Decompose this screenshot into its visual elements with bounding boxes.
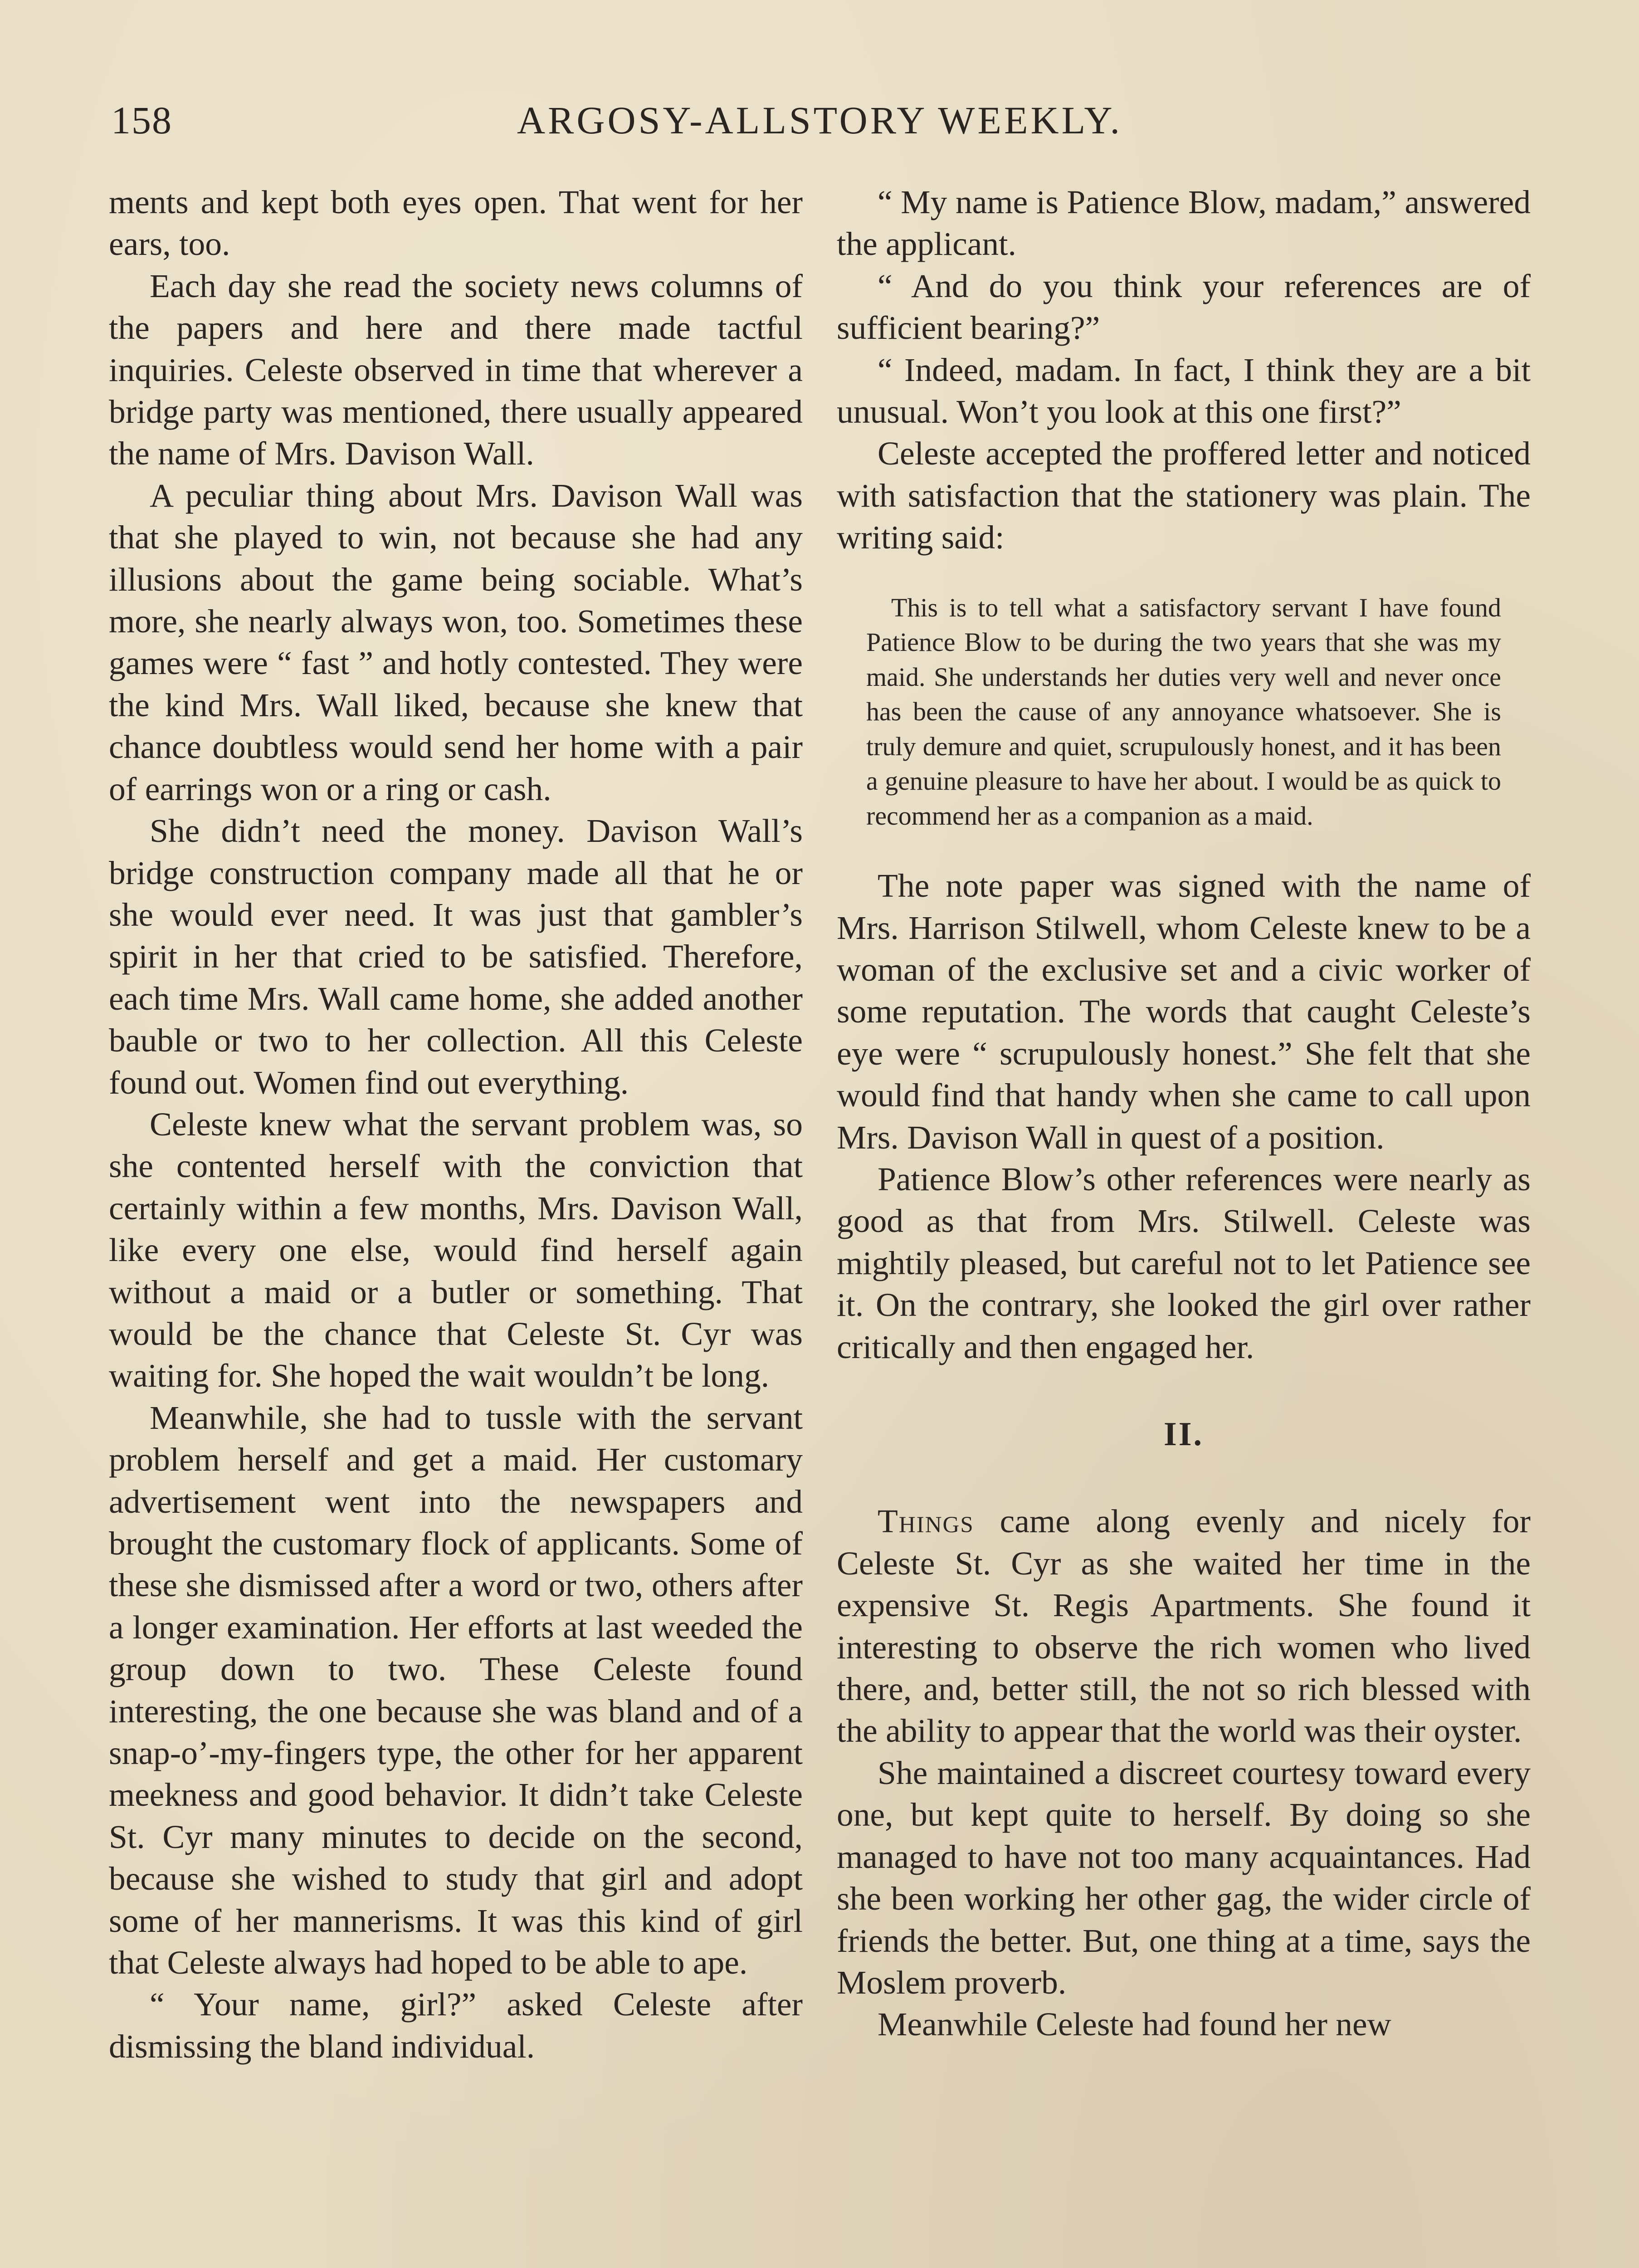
paragraph: Celeste accepted the proffered letter and noticed with satisfaction that the stationery was plain. The writing said: <box>837 435 1531 556</box>
page-header <box>111 98 1528 152</box>
left-column <box>109 181 803 2068</box>
reference-letter <box>866 591 1501 834</box>
running-head: ARGOSY-ALLSTORY WEEKLY. <box>517 98 1123 142</box>
paragraph: “ My name is Patience Blow, madam,” answered the applicant. <box>837 184 1531 263</box>
paragraph: Each day she read the society news columns of the papers and here and there made tactful inquiries. Celeste observed in time that wherever a bridge party was mentioned, there usually appeared the name of Mrs. Davison Wall. <box>109 267 803 472</box>
paragraph: ments and kept both eyes open. That went for her ears, too. <box>109 184 803 263</box>
paragraph: She maintained a discreet courtesy toward every one, but kept quite to herself. By doing so she managed to have not too many acquaintances. Had she been working her other gag, the wider circle of friends the better. But, one thing at a time, says the Moslem proverb. <box>837 1754 1531 2001</box>
paragraph: The note paper was signed with the name of Mrs. Harrison Stilwell, whom Celeste knew to be a woman of the exclusive set and a civic worker of some reputation. The words that caught Celeste’s eye were “ scrupulously honest.” She felt that she would find that handy when she came to call upon Mrs. Davison Wall in quest of a position. <box>837 867 1531 1156</box>
section-heading: II. <box>1163 1416 1204 1453</box>
paragraph-text: came along evenly and nicely for Celeste St. Cyr as she waited her time in the expensive St. Regis Apartments. She found it interesting to observe the rich women who lived there, and, better still, the not so rich blessed with the ability to appear that the world was their oyster. <box>837 1503 1531 1750</box>
letter-text: This is to tell what a satisfactory servant I have found Patience Blow to be during the two years that she was my maid. She understands her duties very well and never once has been the cause of any annoyance whatsoever. She is truly demure and quiet, scrupulously honest, and it has been a genuine pleasure to have her about. I would be as quick to recommend her as a companion as a maid. <box>866 592 1501 831</box>
section-first-word: Things <box>878 1503 974 1540</box>
paragraph: “ Indeed, madam. In fact, I think they are a bit unusual. Won’t you look at this one first?” <box>837 351 1531 430</box>
paragraph: Patience Blow’s other references were nearly as good as that from Mrs. Stilwell. Celeste was mightily pleased, but careful not to let Patience see it. On the contrary, she looked the girl over rather critically and then engaged her. <box>837 1161 1531 1365</box>
page-number: 158 <box>111 98 172 142</box>
paragraph <box>837 1501 1531 1752</box>
paragraph: Meanwhile Celeste had found her new <box>878 2006 1391 2043</box>
paragraph: A peculiar thing about Mrs. Davison Wall was that she played to win, not because she had any illusions about the game being sociable. What’s more, she nearly always won, too. Sometimes these games were “ fast ” and hotly contested. They were the kind Mrs. Wall liked, because she knew that chance doubtless would send her home with a pair of earrings won or a ring or cash. <box>109 477 803 807</box>
paragraph: “ Your name, girl?” asked Celeste after dismissing the bland individual. <box>109 1986 803 2065</box>
paragraph: Meanwhile, she had to tussle with the servant problem herself and get a maid. Her customary advertisement went into the newspapers and brought the customary flock of applicants. Some of these she dismissed after a word or two, others after a longer examination. Her efforts at last weeded the group down to two. These Celeste found interesting, the one because she was bland and of a snap-o’-my-fingers type, the other for her apparent meekness and good behavior. It didn’t take Celeste St. Cyr many minutes to decide on the second, because she wished to study that girl and adopt some of her mannerisms. It was this kind of girl that Celeste always had hoped to be able to ape. <box>109 1399 803 1981</box>
paragraph: Celeste knew what the servant problem was, so she contented herself with the conviction that certainly within a few months, Mrs. Davison Wall, like every one else, would find herself again without a maid or a butler or something. That would be the chance that Celeste St. Cyr was waiting for. She hoped the wait wouldn’t be long. <box>109 1105 803 1394</box>
right-column <box>837 181 1531 2046</box>
paragraph: She didn’t need the money. Davison Wall’s bridge construction company made all that he or she would ever need. It was just that gambler’s spirit in her that cried to be satisfied. Therefore, each time Mrs. Wall came home, she added another bauble or two to her collection. All this Celeste found out. Women find out everything. <box>109 812 803 1101</box>
paragraph: “ And do you think your references are of sufficient bearing?” <box>837 267 1531 347</box>
